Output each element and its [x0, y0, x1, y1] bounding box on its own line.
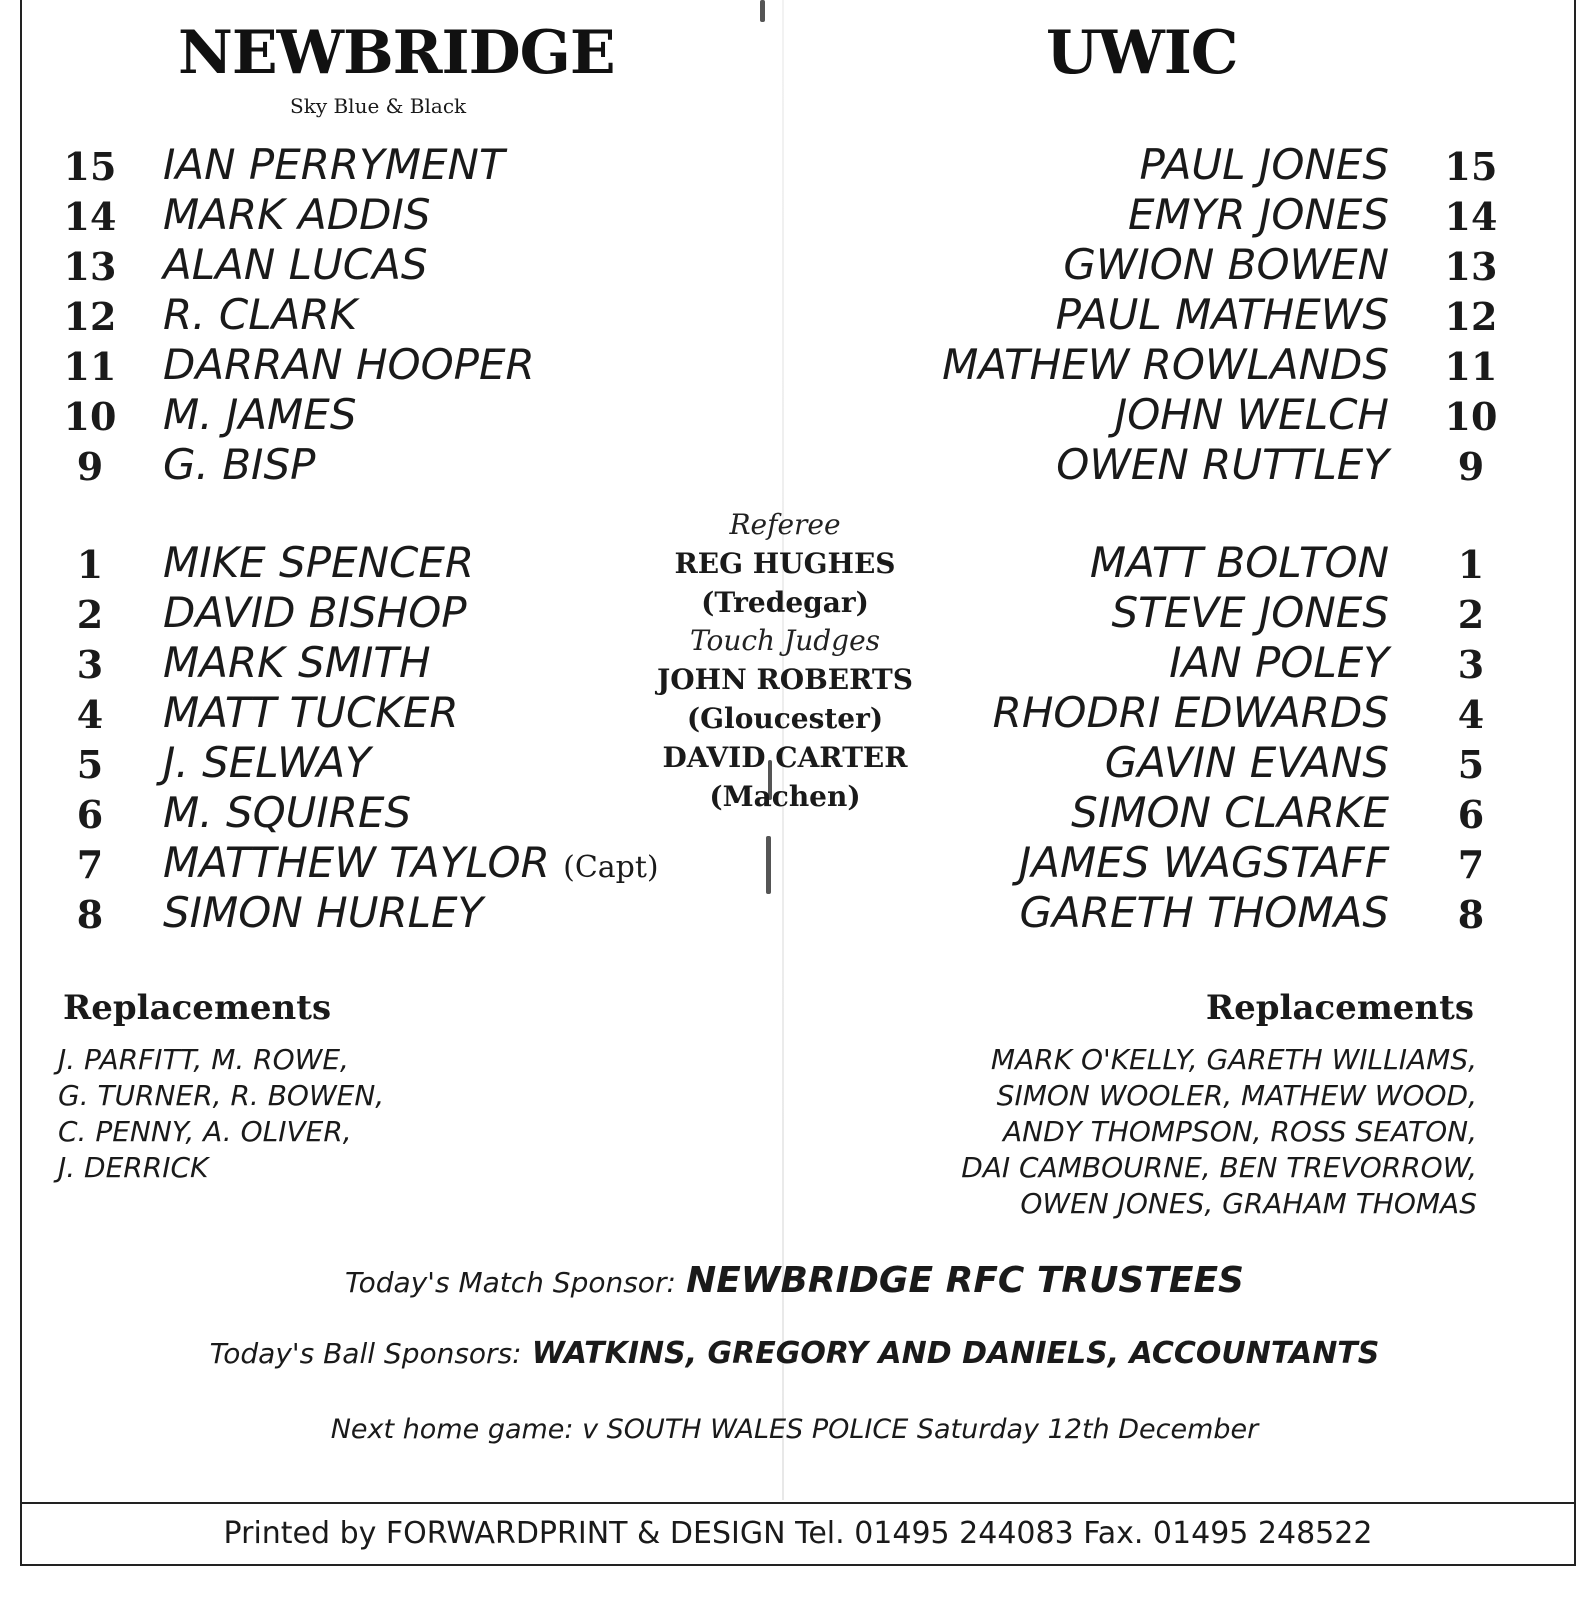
shirt-number: 10 — [1444, 394, 1498, 439]
shirt-number: 3 — [1457, 642, 1485, 687]
player-name — [1071, 788, 1389, 837]
next-home-game-text: Next home game: v SOUTH WALES POLICE Saturday 12th December — [330, 1414, 1259, 1445]
player-name-text: IAN PERRYMENT — [163, 140, 505, 189]
replacement-line: ANDY THOMPSON, ROSS SEATON, — [1003, 1115, 1477, 1148]
player-row — [0, 240, 1589, 290]
player-name-text: RHODRI EDWARDS — [992, 688, 1389, 737]
player-name-text: M. JAMES — [163, 390, 357, 439]
player-name-text: JAMES WAGSTAFF — [1018, 838, 1389, 887]
player-name — [1169, 638, 1389, 687]
ball-sponsor-line — [0, 1336, 1589, 1371]
shirt-number: 12 — [63, 294, 117, 339]
touch-judge-2-club: (Machen) — [709, 780, 861, 813]
player-name-text: JOHN WELCH — [1114, 390, 1389, 439]
shirt-number: 14 — [1444, 194, 1498, 239]
player-name-text: R. CLARK — [163, 290, 358, 339]
replacement-line: J. PARFITT, M. ROWE, — [58, 1043, 349, 1076]
shirt-number: 2 — [76, 592, 104, 637]
shirt-number: 9 — [1457, 444, 1485, 489]
captain-marker: (Capt) — [563, 850, 659, 885]
player-row — [0, 440, 1589, 490]
player-name-text: MIKE SPENCER — [163, 538, 475, 587]
player-name — [1063, 240, 1389, 289]
home-team-colours: Sky Blue & Black — [290, 94, 467, 118]
shirt-number: 15 — [63, 144, 117, 189]
shirt-number: 7 — [1457, 842, 1485, 887]
player-name-text: MATT TUCKER — [163, 688, 459, 737]
player-row — [0, 290, 1589, 340]
touch-judge-2-name: DAVID CARTER — [662, 741, 908, 774]
player-name — [1128, 190, 1389, 239]
player-name-text: SIMON CLARKE — [1071, 788, 1389, 837]
player-name-text: M. SQUIRES — [163, 788, 412, 837]
shirt-number: 13 — [1444, 244, 1498, 289]
player-name-text: DAVID BISHOP — [163, 588, 467, 637]
player-name-text: GARETH THOMAS — [1019, 888, 1389, 937]
shirt-number: 2 — [1457, 592, 1485, 637]
shirt-number: 3 — [76, 642, 104, 687]
player-name-text: STEVE JONES — [1111, 588, 1389, 637]
player-name-text: G. BISP — [163, 440, 316, 489]
touch-judge-1-name: JOHN ROBERTS — [657, 663, 913, 696]
shirt-number: 8 — [76, 892, 104, 937]
player-name-text: MARK SMITH — [163, 638, 431, 687]
touch-judges-label: Touch Judges — [689, 624, 881, 657]
ball-sponsor-label: Today's Ball Sponsors: — [209, 1337, 522, 1370]
player-name-text: SIMON HURLEY — [163, 888, 484, 937]
replacement-line: MARK O'KELLY, GARETH WILLIAMS, — [990, 1043, 1477, 1076]
shirt-number: 1 — [76, 542, 104, 587]
shirt-number: 12 — [1444, 294, 1498, 339]
player-name-text: IAN POLEY — [1169, 638, 1389, 687]
replacement-line: OWEN JONES, GRAHAM THOMAS — [1020, 1187, 1477, 1220]
player-row — [0, 190, 1589, 240]
player-row — [0, 340, 1589, 390]
shirt-number: 5 — [76, 742, 104, 787]
player-name-text: MATHEW ROWLANDS — [942, 340, 1389, 389]
staple-top — [760, 0, 765, 22]
away-replacements-title: Replacements — [1205, 988, 1474, 1028]
player-name-text: DARRAN HOOPER — [163, 340, 535, 389]
shirt-number: 10 — [63, 394, 117, 439]
player-name — [1090, 538, 1389, 587]
shirt-number: 7 — [76, 842, 104, 887]
player-name — [993, 688, 1389, 737]
referee-label: Referee — [729, 508, 841, 541]
ball-sponsor-value: WATKINS, GREGORY AND DANIELS, ACCOUNTANTS — [531, 1336, 1380, 1371]
player-name — [1019, 838, 1389, 887]
shirt-number: 5 — [1457, 742, 1485, 787]
shirt-number: 4 — [76, 692, 104, 737]
match-sponsor-line — [0, 1260, 1589, 1301]
player-name — [1111, 588, 1389, 637]
home-replacements-title: Replacements — [63, 988, 332, 1028]
player-name-text: EMYR JONES — [1127, 190, 1389, 239]
player-name — [1056, 290, 1389, 339]
player-name — [942, 340, 1389, 389]
referee-club: (Tredegar) — [701, 586, 869, 619]
player-name — [1139, 140, 1389, 189]
touch-judge-1-club: (Gloucester) — [686, 702, 884, 735]
shirt-number: 8 — [1457, 892, 1485, 937]
shirt-number: 13 — [63, 244, 117, 289]
player-name-text: PAUL MATHEWS — [1055, 290, 1389, 339]
player-name-text: MATTHEW TAYLOR — [163, 838, 550, 887]
player-name — [1056, 440, 1389, 489]
player-name — [1115, 390, 1389, 439]
shirt-number: 14 — [63, 194, 117, 239]
referee-name: REG HUGHES — [674, 547, 896, 580]
shirt-number: 11 — [1444, 344, 1498, 389]
match-officials — [620, 506, 950, 816]
replacement-line: J. DERRICK — [58, 1151, 209, 1184]
shirt-number: 11 — [63, 344, 117, 389]
player-name-text: GWION BOWEN — [1063, 240, 1389, 289]
player-name-text: OWEN RUTTLEY — [1056, 440, 1389, 489]
player-name — [1019, 888, 1389, 937]
player-row — [0, 838, 1589, 888]
replacement-line: C. PENNY, A. OLIVER, — [58, 1115, 352, 1148]
away-team-name: UWIC — [1046, 18, 1238, 88]
shirt-number: 4 — [1457, 692, 1485, 737]
shirt-number: 6 — [76, 792, 104, 837]
player-name-text: MARK ADDIS — [163, 190, 431, 239]
player-name-text: GAVIN EVANS — [1104, 738, 1389, 787]
shirt-number: 6 — [1457, 792, 1485, 837]
match-sponsor-label: Today's Match Sponsor: — [345, 1266, 676, 1299]
shirt-number: 9 — [76, 444, 104, 489]
printer-credit: Printed by FORWARDPRINT & DESIGN Tel. 01495 244083 Fax. 01495 248522 — [20, 1502, 1576, 1566]
player-row — [0, 390, 1589, 440]
match-sponsor-value: NEWBRIDGE RFC TRUSTEES — [686, 1260, 1244, 1301]
replacement-line: G. TURNER, R. BOWEN, — [58, 1079, 385, 1112]
next-home-game — [0, 1414, 1589, 1445]
player-row — [0, 140, 1589, 190]
player-name-text: PAUL JONES — [1139, 140, 1389, 189]
player-name-text: MATT BOLTON — [1089, 538, 1389, 587]
home-team-name: NEWBRIDGE — [178, 18, 615, 88]
replacement-line: DAI CAMBOURNE, BEN TREVORROW, — [961, 1151, 1477, 1184]
replacement-line: SIMON WOOLER, MATHEW WOOD, — [996, 1079, 1477, 1112]
player-row — [0, 888, 1589, 938]
shirt-number: 15 — [1444, 144, 1498, 189]
player-name-text: ALAN LUCAS — [163, 240, 428, 289]
player-name — [1105, 738, 1389, 787]
player-name-text: J. SELWAY — [163, 738, 371, 787]
shirt-number: 1 — [1457, 542, 1485, 587]
